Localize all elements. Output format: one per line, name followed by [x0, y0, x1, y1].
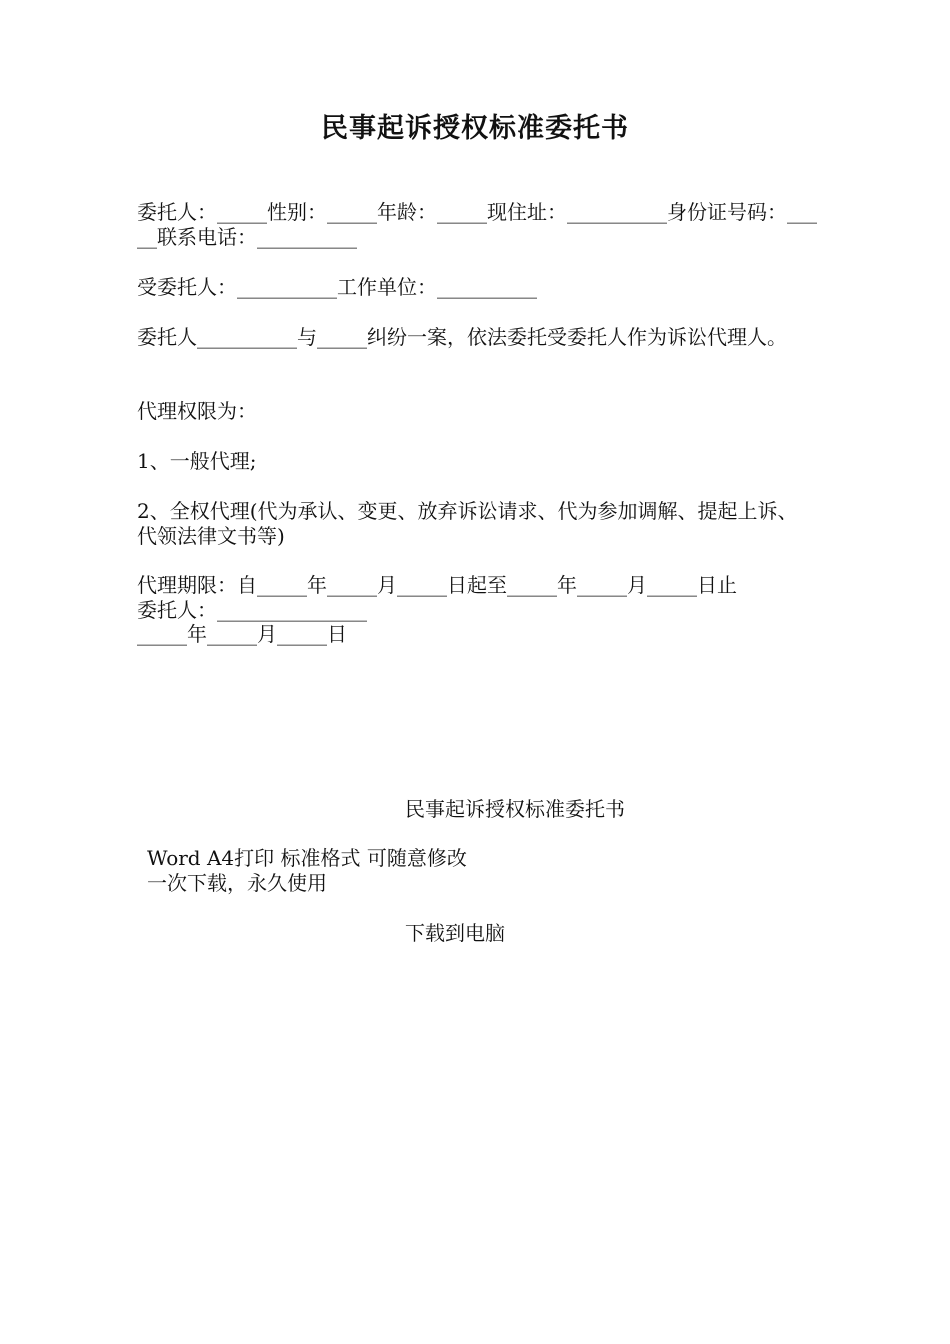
agent-info-paragraph: 受委托人：__________工作单位：__________ [137, 275, 537, 299]
signature-line: 委托人：_______________ [137, 598, 367, 622]
scope-item-general: 1、一般代理; [137, 449, 257, 473]
promo-title: 民事起诉授权标准委托书 [405, 797, 625, 821]
entrust-paragraph: 委托人__________与_____纠纷一案，依法委托受委托人作为诉讼代理人。 [137, 325, 787, 349]
principal-info-paragraph: 委托人：_____性别：_____年龄：_____现住址：__________身份证号码：_____联系电话：__________ [137, 200, 817, 249]
document-title: 民事起诉授权标准委托书 [321, 113, 629, 144]
scope-item-full: 2、全权代理(代为承认、变更、放弃诉讼请求、代为参加调解、提起上诉、代领法律文书等) [137, 499, 798, 548]
promo-usage: 一次下载，永久使用 [147, 871, 327, 895]
download-link[interactable]: 下载到电脑 [405, 921, 505, 945]
term-line: 代理期限：自_____年_____月_____日起至_____年_____月_____日止 [137, 573, 737, 597]
scope-heading: 代理权限为： [137, 399, 257, 423]
date-line: _____年_____月_____日 [137, 622, 347, 646]
promo-features: Word A4打印 标准格式 可随意修改 [147, 846, 467, 870]
